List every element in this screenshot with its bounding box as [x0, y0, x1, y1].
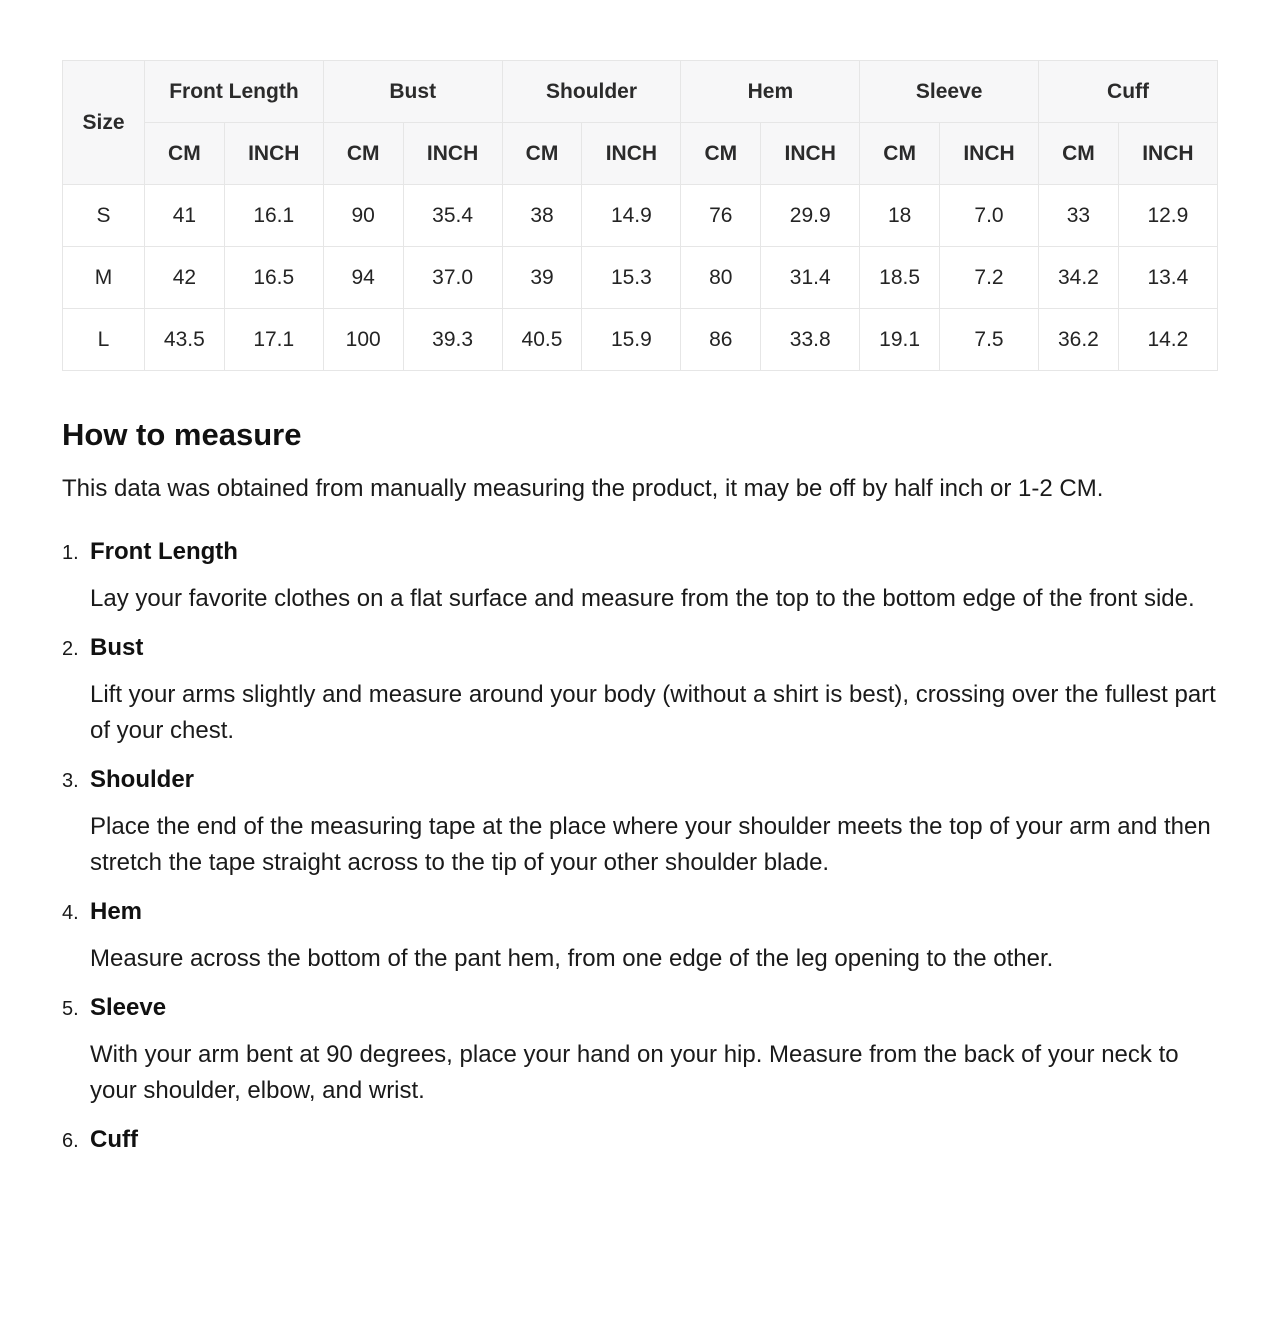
value-cell: 41 [145, 185, 225, 247]
value-cell: 13.4 [1118, 247, 1217, 309]
size-cell: L [63, 309, 145, 371]
header-unit-cm: CM [1039, 123, 1119, 185]
header-unit-cm: CM [323, 123, 403, 185]
header-unit-inch: INCH [939, 123, 1038, 185]
step-title: Sleeve [90, 994, 167, 1021]
value-cell: 94 [323, 247, 403, 309]
measure-step-cuff [62, 1125, 1218, 1156]
value-cell: 38 [502, 185, 582, 247]
header-size: Size [63, 61, 145, 185]
value-cell: 14.2 [1118, 309, 1217, 371]
size-chart-table [62, 60, 1218, 371]
header-unit-inch: INCH [403, 123, 502, 185]
value-cell: 40.5 [502, 309, 582, 371]
step-description: Lift your arms slightly and measure around your body (without a shirt is best), crossing over the fullest part of your chest. [90, 681, 1216, 744]
step-number: 3. [62, 770, 79, 792]
step-description: Lay your favorite clothes on a flat surface and measure from the top to the bottom edge of the front side. [90, 585, 1195, 612]
step-title: Cuff [90, 1126, 138, 1153]
table-row-l [63, 309, 1218, 371]
value-cell: 17.1 [224, 309, 323, 371]
value-cell: 42 [145, 247, 225, 309]
measure-steps [62, 537, 1218, 1156]
step-description: Place the end of the measuring tape at the place where your shoulder meets the top of your arm and then stretch the tape straight across to the tip of your other shoulder blade. [90, 813, 1211, 876]
header-shoulder: Shoulder [502, 61, 681, 123]
value-cell: 34.2 [1039, 247, 1119, 309]
header-unit-inch: INCH [582, 123, 681, 185]
header-unit-inch: INCH [1118, 123, 1217, 185]
table-row-m [63, 247, 1218, 309]
measure-step-shoulder [62, 765, 1218, 881]
value-cell: 29.9 [761, 185, 860, 247]
value-cell: 16.1 [224, 185, 323, 247]
value-cell: 18 [860, 185, 940, 247]
value-cell: 76 [681, 185, 761, 247]
header-bust: Bust [323, 61, 502, 123]
measure-step-hem [62, 897, 1218, 977]
step-number: 4. [62, 902, 79, 924]
step-head [62, 993, 1218, 1024]
step-description: With your arm bent at 90 degrees, place your hand on your hip. Measure from the back of your neck to your shoulder, elbow, and wrist. [90, 1041, 1179, 1104]
value-cell: 19.1 [860, 309, 940, 371]
header-unit-inch: INCH [224, 123, 323, 185]
value-cell: 39.3 [403, 309, 502, 371]
header-unit-inch: INCH [761, 123, 860, 185]
header-unit-row [63, 123, 1218, 185]
value-cell: 16.5 [224, 247, 323, 309]
value-cell: 7.5 [939, 309, 1038, 371]
size-cell: M [63, 247, 145, 309]
size-chart-body [63, 185, 1218, 371]
value-cell: 31.4 [761, 247, 860, 309]
header-unit-cm: CM [860, 123, 940, 185]
header-sleeve: Sleeve [860, 61, 1039, 123]
step-title: Bust [90, 634, 144, 661]
value-cell: 37.0 [403, 247, 502, 309]
value-cell: 39 [502, 247, 582, 309]
step-number: 2. [62, 638, 79, 660]
step-head [62, 537, 1218, 568]
measure-step-front-length [62, 537, 1218, 617]
step-head [62, 765, 1218, 796]
size-chart-header [63, 61, 1218, 185]
value-cell: 35.4 [403, 185, 502, 247]
step-head [62, 633, 1218, 664]
step-number: 6. [62, 1130, 79, 1152]
header-group-row [63, 61, 1218, 123]
header-unit-cm: CM [681, 123, 761, 185]
size-cell: S [63, 185, 145, 247]
value-cell: 86 [681, 309, 761, 371]
value-cell: 14.9 [582, 185, 681, 247]
step-title: Shoulder [90, 766, 195, 793]
step-number: 1. [62, 542, 79, 564]
step-head [62, 897, 1218, 928]
measure-step-bust [62, 633, 1218, 749]
value-cell: 15.3 [582, 247, 681, 309]
step-title: Front Length [90, 538, 238, 565]
header-hem: Hem [681, 61, 860, 123]
step-number: 5. [62, 998, 79, 1020]
step-head [62, 1125, 1218, 1156]
header-cuff: Cuff [1039, 61, 1218, 123]
value-cell: 36.2 [1039, 309, 1119, 371]
value-cell: 43.5 [145, 309, 225, 371]
measure-intro: This data was obtained from manually measuring the product, it may be off by half inch or 1-2 CM. [62, 475, 1104, 502]
value-cell: 90 [323, 185, 403, 247]
value-cell: 33 [1039, 185, 1119, 247]
value-cell: 100 [323, 309, 403, 371]
measure-step-sleeve [62, 993, 1218, 1109]
value-cell: 15.9 [582, 309, 681, 371]
header-unit-cm: CM [145, 123, 225, 185]
value-cell: 7.0 [939, 185, 1038, 247]
table-row-s [63, 185, 1218, 247]
header-unit-cm: CM [502, 123, 582, 185]
value-cell: 33.8 [761, 309, 860, 371]
step-description: Measure across the bottom of the pant hem, from one edge of the leg opening to the other. [90, 945, 1054, 972]
value-cell: 7.2 [939, 247, 1038, 309]
value-cell: 80 [681, 247, 761, 309]
value-cell: 18.5 [860, 247, 940, 309]
step-title: Hem [90, 898, 143, 925]
value-cell: 12.9 [1118, 185, 1217, 247]
how-to-measure-heading: How to measure [62, 417, 302, 452]
header-front-length: Front Length [145, 61, 324, 123]
